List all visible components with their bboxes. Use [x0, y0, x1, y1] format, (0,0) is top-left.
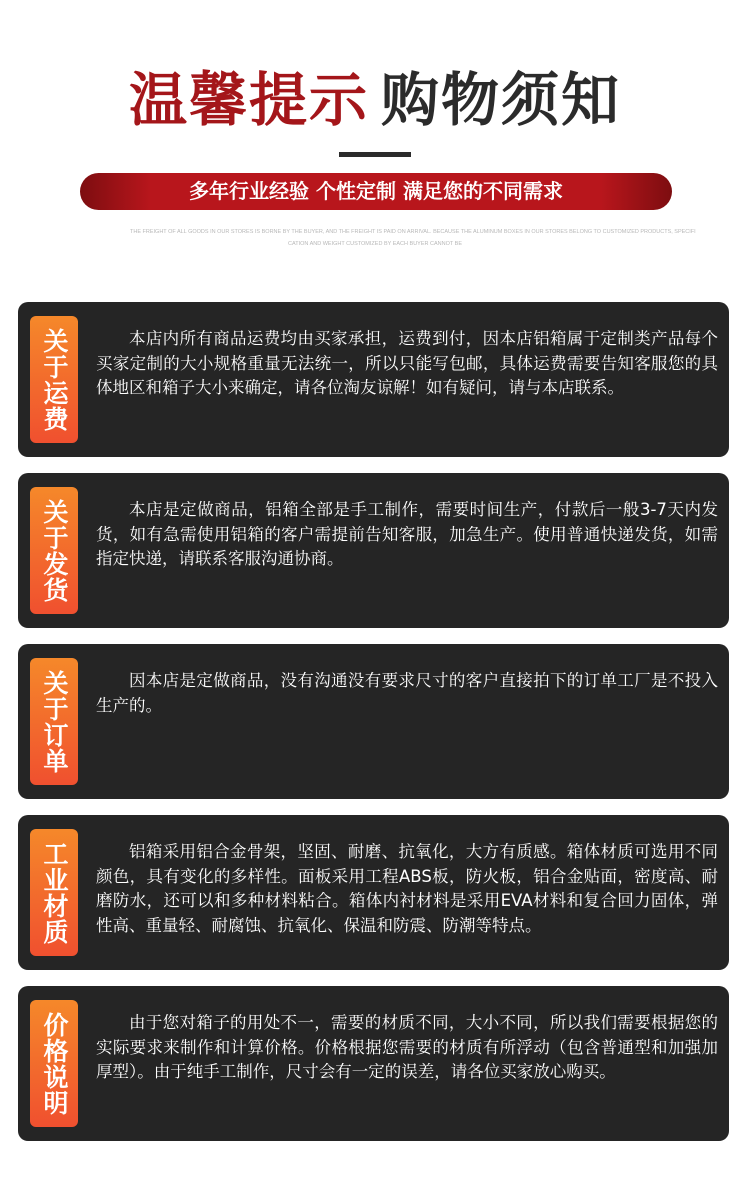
- card-tag-label: 关于运费: [40, 327, 69, 432]
- card-tag: [30, 316, 78, 443]
- title-red-part: 温馨提示: [128, 66, 369, 134]
- card-tag-label: 关于订单: [40, 669, 69, 774]
- card-tag-label: 价格说明: [40, 1011, 69, 1116]
- notice-card-orders: [18, 644, 729, 799]
- title-dark-part: 购物须知: [381, 66, 622, 134]
- card-body-text: 本店内所有商品运费均由买家承担，运费到付，因本店铝箱属于定制类产品每个买家定制的大小规格重量无法统一，所以只能写包邮，具体运费需要告知客服您的具体地区和箱子大小来确定，请各位淘友谅解！如有疑问，请与本店联系。: [96, 329, 718, 397]
- card-body-text: 因本店是定做商品，没有沟通没有要求尺寸的客户直接拍下的订单工厂是不投入生产的。: [96, 671, 718, 715]
- notice-card-delivery: [18, 473, 729, 628]
- card-body-text: 本店是定做商品，铝箱全部是手工制作，需要时间生产，付款后一般3-7天内发货，如有急需使用铝箱的客户需提前告知客服，加急生产。使用普通快递发货，如需指定快递，请联系客服沟通协商。: [96, 500, 718, 568]
- english-subtext-line2: CATION AND WEIGHT CUSTOMIZED BY EACH BUYER CANNOT BE: [288, 241, 462, 247]
- page-header: [0, 0, 750, 290]
- card-tag-label: 工业材质: [40, 840, 69, 945]
- english-subtext-line1: THE FREIGHT OF ALL GOODS IN OUR STORES IS BORNE BY THE BUYER, AND THE FREIGHT IS PAID ON ARRIVAL. BECAUSE THE ALUMINUM BOXES IN OUR STORES BELONG TO CUSTOMIZED PRODUCTS, SPECIFI: [130, 229, 696, 235]
- card-tag: [30, 658, 78, 785]
- title-divider: [339, 152, 411, 157]
- notice-card-shipping-fee: [18, 302, 729, 457]
- card-tag-label: 关于发货: [40, 498, 69, 603]
- slogan-banner: 多年行业经验 个性定制 满足您的不同需求: [80, 173, 672, 210]
- page-title: [0, 60, 750, 140]
- notice-card-pricing: [18, 986, 729, 1141]
- card-tag: [30, 829, 78, 956]
- card-tag: [30, 1000, 78, 1127]
- notice-card-materials: [18, 815, 729, 970]
- card-body-text: 由于您对箱子的用处不一，需要的材质不同，大小不同，所以我们需要根据您的实际要求来制作和计算价格。价格根据您需要的材质有所浮动（包含普通型和加强加厚型）。由于纯手工制作，尺寸会有一定的误差，请各位买家放心购买。: [96, 1013, 718, 1081]
- card-tag: [30, 487, 78, 614]
- card-body-text: 铝箱采用铝合金骨架，坚固、耐磨、抗氧化，大方有质感。箱体材质可选用不同颜色，具有变化的多样性。面板采用工程ABS板，防火板，铝合金贴面，密度高、耐磨防水，还可以和多种材料粘合。箱体内衬材料是采用EVA材料和复合回力固体，弹性高、重量轻、耐腐蚀、抗氧化、保温和防震、防潮等特点。: [96, 842, 718, 935]
